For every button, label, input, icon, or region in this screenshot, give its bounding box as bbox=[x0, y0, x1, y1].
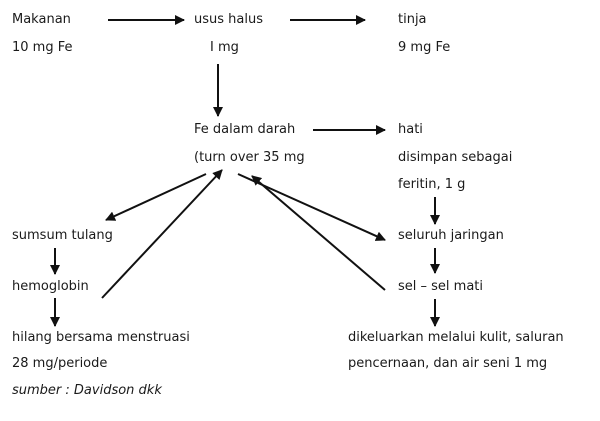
node-dikeluarkan-line2: pencernaan, dan air seni 1 mg bbox=[348, 356, 548, 371]
node-sumsum-tulang: sumsum tulang bbox=[12, 228, 113, 243]
node-usus-halus-label: usus halus bbox=[194, 12, 263, 27]
node-tinja-value: 9 mg Fe bbox=[398, 40, 451, 55]
node-hilang-label: hilang bersama menstruasi bbox=[12, 330, 190, 345]
node-dikeluarkan-line1: dikeluarkan melalui kulit, saluran bbox=[348, 330, 564, 345]
node-hemoglobin: hemoglobin bbox=[12, 279, 89, 294]
arrow-fe-darah-to-sumsum bbox=[106, 174, 206, 220]
node-hilang-value: 28 mg/periode bbox=[12, 356, 108, 371]
node-fe-darah-value: (turn over 35 mg bbox=[194, 150, 305, 165]
node-hati-line3: feritin, 1 g bbox=[398, 177, 466, 192]
node-makanan-label: Makanan bbox=[12, 12, 71, 27]
node-hati-label: hati bbox=[398, 122, 423, 137]
arrow-sel-mati-to-fe-darah bbox=[252, 176, 385, 290]
node-makanan-value: 10 mg Fe bbox=[12, 40, 73, 55]
node-sel-mati: sel – sel mati bbox=[398, 279, 484, 294]
arrow-hemoglobin-to-fe-darah bbox=[102, 170, 222, 298]
node-fe-darah-label: Fe dalam darah bbox=[194, 122, 296, 137]
node-seluruh-jaringan: seluruh jaringan bbox=[398, 228, 504, 243]
source-citation: sumber : Davidson dkk bbox=[12, 383, 162, 398]
node-usus-halus-value: I mg bbox=[210, 40, 239, 55]
node-tinja-label: tinja bbox=[398, 12, 427, 27]
node-hati-line2: disimpan sebagai bbox=[398, 150, 513, 165]
